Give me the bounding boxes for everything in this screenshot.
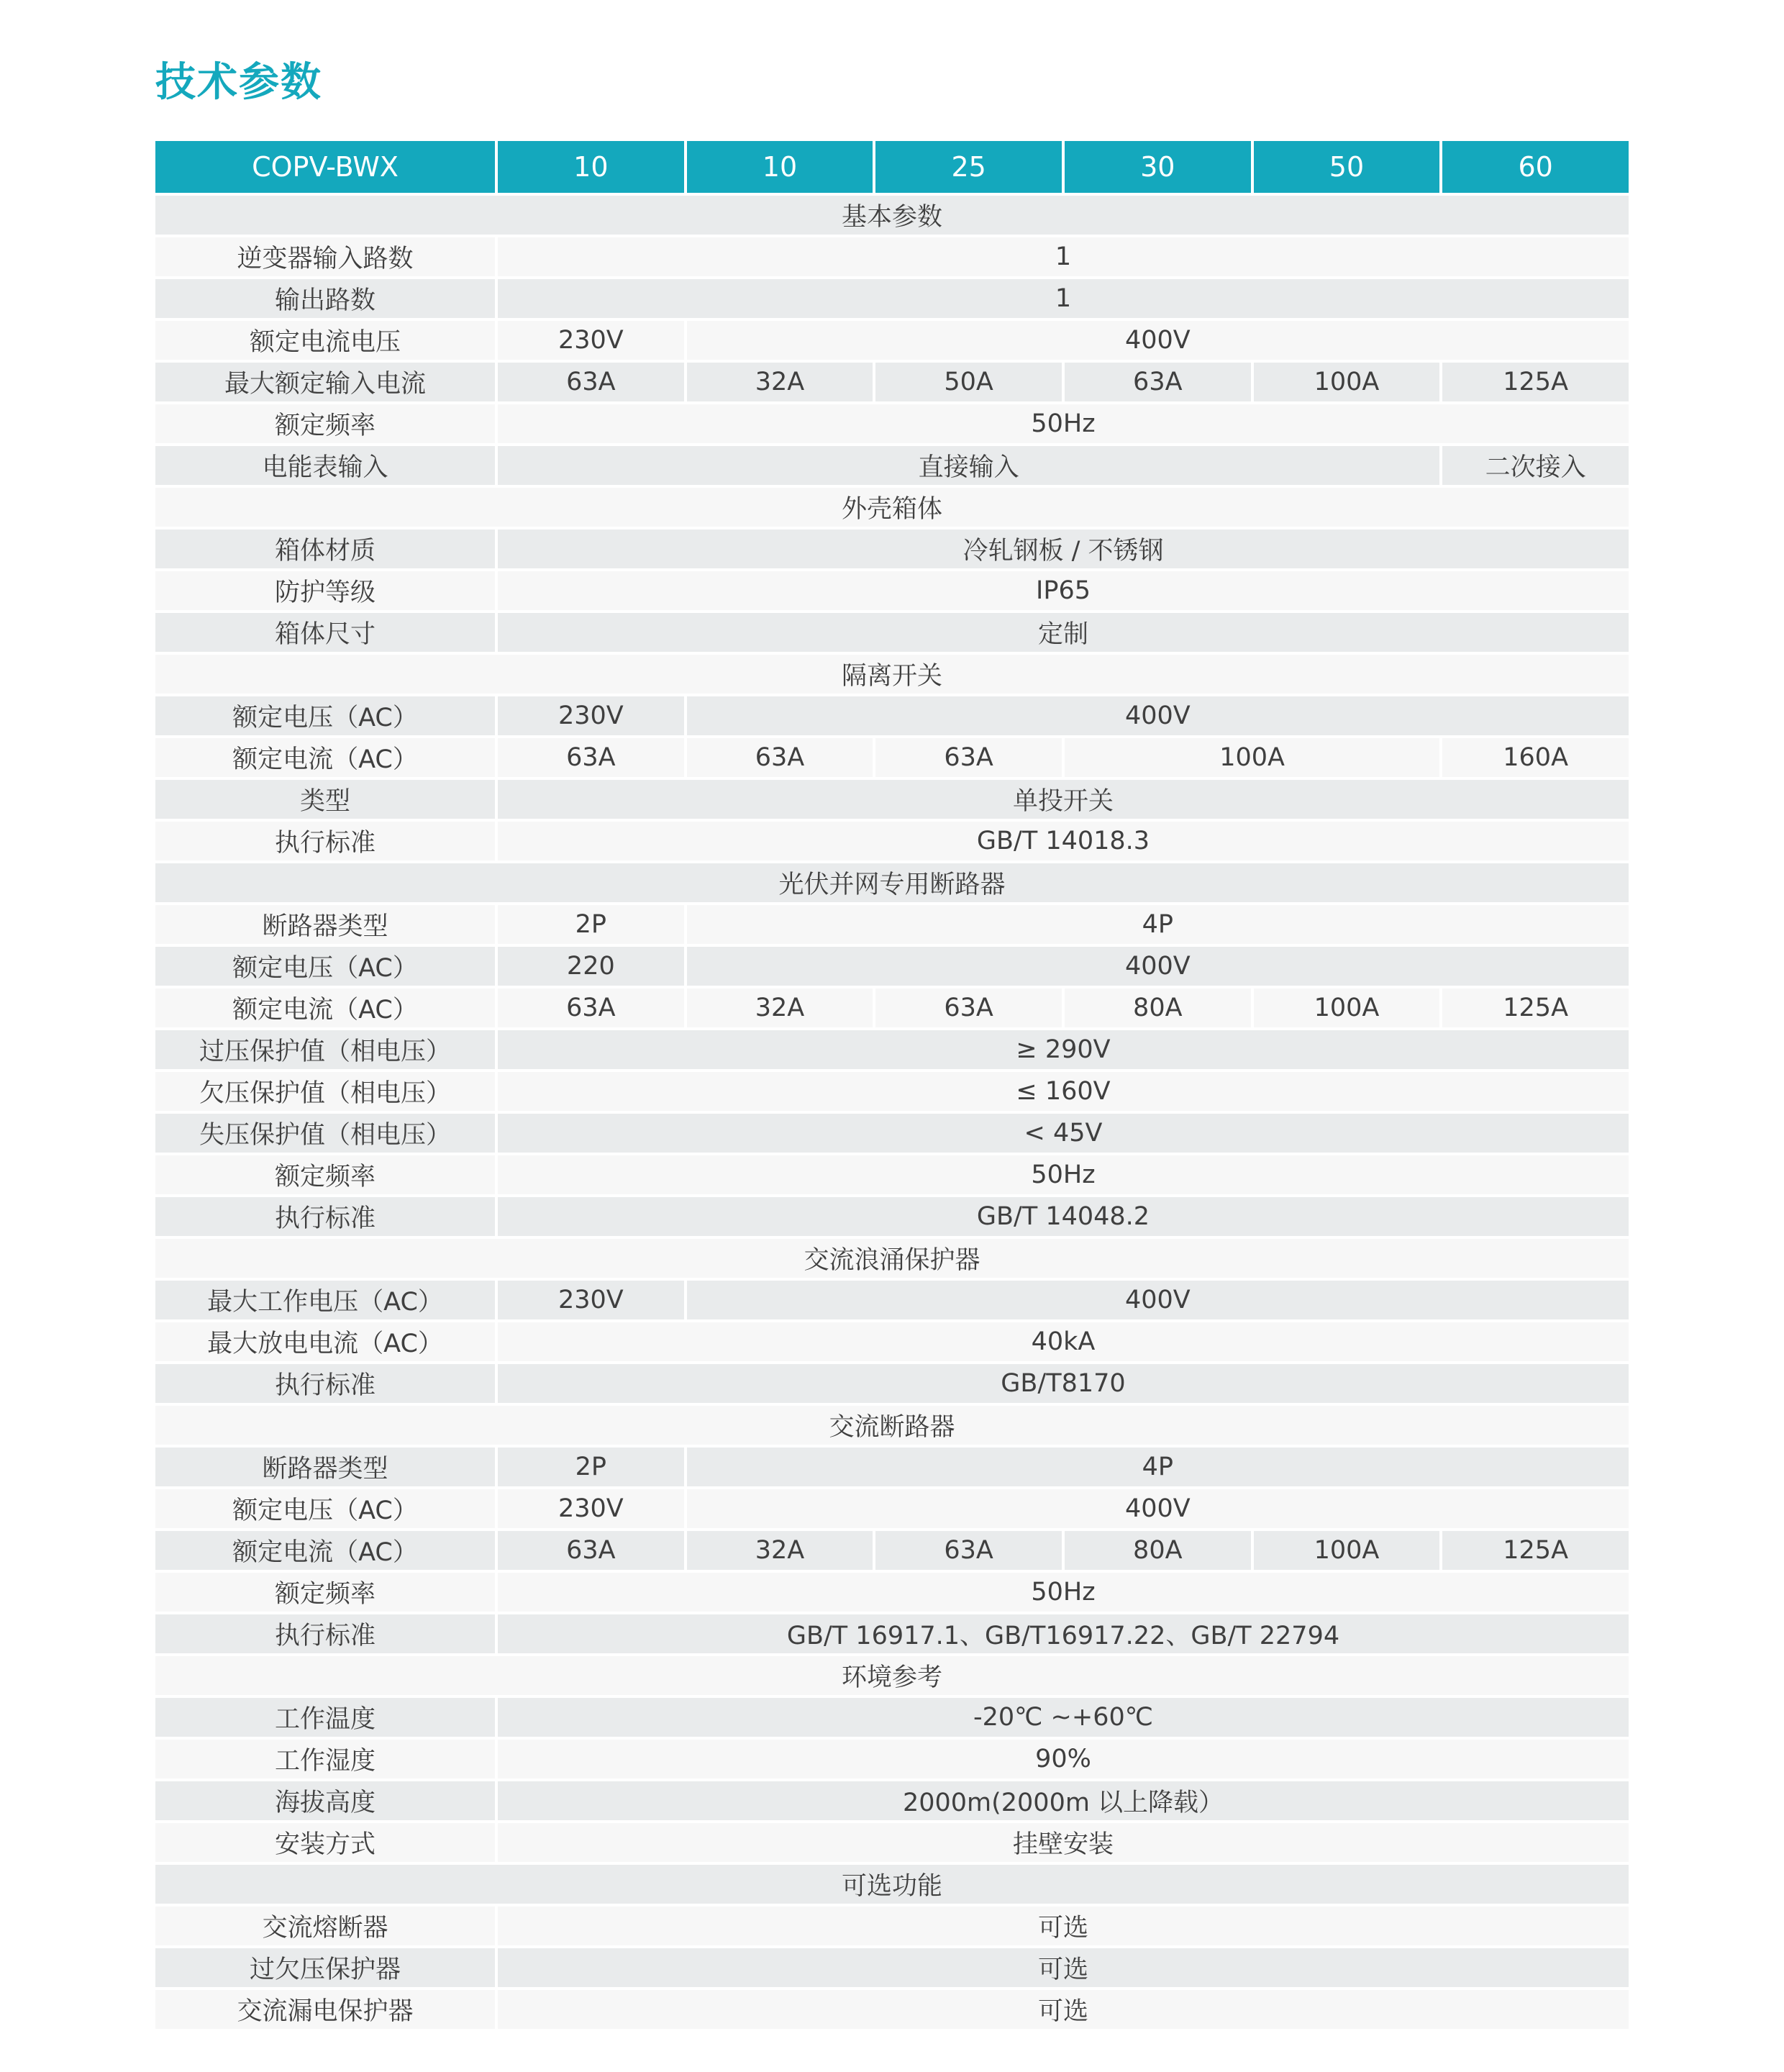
- table-row: [155, 571, 1629, 613]
- section-row: [155, 488, 1629, 530]
- section-row: [155, 196, 1629, 237]
- table-row: [155, 1990, 1629, 2032]
- value-cell: 定制: [495, 613, 1629, 655]
- header-col: 10: [495, 141, 684, 196]
- row-label: 工作温度: [155, 1698, 495, 1740]
- value-cell: 1: [495, 279, 1629, 321]
- value-cell: ≤ 160V: [495, 1072, 1629, 1114]
- value-cell: 单投开关: [495, 780, 1629, 822]
- header-model: COPV-BWX: [155, 141, 495, 196]
- row-label: 执行标准: [155, 822, 495, 863]
- value-cell: 2000m(2000m 以上降载）: [495, 1781, 1629, 1823]
- row-label: 防护等级: [155, 571, 495, 613]
- value-cell: 50A: [873, 363, 1062, 404]
- value-cell: -20℃ ~+60℃: [495, 1698, 1629, 1740]
- value-cell: 100A: [1251, 1531, 1440, 1573]
- table-row: [155, 1614, 1629, 1656]
- value-cell: GB/T8170: [495, 1364, 1629, 1406]
- value-cell: 400V: [684, 321, 1629, 363]
- table-row: [155, 780, 1629, 822]
- row-label: 执行标准: [155, 1364, 495, 1406]
- table-row: [155, 1030, 1629, 1072]
- value-cell: 63A: [873, 989, 1062, 1030]
- value-cell: 63A: [1062, 363, 1251, 404]
- section-title: 可选功能: [155, 1865, 1629, 1907]
- value-cell: 直接输入: [495, 446, 1439, 488]
- row-label: 输出路数: [155, 279, 495, 321]
- value-cell: 可选: [495, 1990, 1629, 2032]
- section-title: 光伏并网专用断路器: [155, 863, 1629, 905]
- value-cell: 400V: [684, 1281, 1629, 1322]
- table-row: [155, 530, 1629, 571]
- value-cell: 63A: [495, 363, 684, 404]
- value-cell: 1: [495, 237, 1629, 279]
- table-row: [155, 1155, 1629, 1197]
- table-row: [155, 1573, 1629, 1614]
- row-label: 过欠压保护器: [155, 1948, 495, 1990]
- row-label: 最大放电电流（AC）: [155, 1322, 495, 1364]
- value-cell: 80A: [1062, 1531, 1251, 1573]
- section-row: [155, 1239, 1629, 1281]
- table-row: [155, 1698, 1629, 1740]
- section-title: 环境参考: [155, 1656, 1629, 1698]
- section-title: 隔离开关: [155, 655, 1629, 696]
- section-row: [155, 863, 1629, 905]
- table-row: [155, 1322, 1629, 1364]
- value-cell: 230V: [495, 1489, 684, 1531]
- value-cell: 125A: [1439, 989, 1629, 1030]
- table-row: [155, 1740, 1629, 1781]
- table-row: [155, 738, 1629, 780]
- table-row: [155, 1448, 1629, 1489]
- section-title: 交流浪涌保护器: [155, 1239, 1629, 1281]
- row-label: 安装方式: [155, 1823, 495, 1865]
- table-row: [155, 613, 1629, 655]
- value-cell: 4P: [684, 1448, 1629, 1489]
- table-row: [155, 1281, 1629, 1322]
- value-cell: 32A: [684, 989, 873, 1030]
- row-label: 欠压保护值（相电压）: [155, 1072, 495, 1114]
- table-row: [155, 1781, 1629, 1823]
- value-cell: 63A: [495, 989, 684, 1030]
- value-cell: 230V: [495, 321, 684, 363]
- value-cell: ≥ 290V: [495, 1030, 1629, 1072]
- row-label: 额定电流（AC）: [155, 738, 495, 780]
- value-cell: 63A: [873, 1531, 1062, 1573]
- row-label: 电能表输入: [155, 446, 495, 488]
- table-row: [155, 905, 1629, 947]
- table-row: [155, 1364, 1629, 1406]
- value-cell: 63A: [684, 738, 873, 780]
- value-cell: 125A: [1439, 1531, 1629, 1573]
- value-cell: 80A: [1062, 989, 1251, 1030]
- value-cell: 挂壁安装: [495, 1823, 1629, 1865]
- table-row: [155, 947, 1629, 989]
- value-cell: GB/T 14018.3: [495, 822, 1629, 863]
- table-header-row: [155, 141, 1629, 196]
- row-label: 额定电流电压: [155, 321, 495, 363]
- row-label: 额定频率: [155, 1573, 495, 1614]
- table-row: [155, 404, 1629, 446]
- value-cell: 二次接入: [1439, 446, 1629, 488]
- value-cell: 220: [495, 947, 684, 989]
- table-body: [155, 196, 1629, 2032]
- table-row: [155, 1072, 1629, 1114]
- row-label: 失压保护值（相电压）: [155, 1114, 495, 1155]
- row-label: 额定电流（AC）: [155, 989, 495, 1030]
- value-cell: 63A: [495, 738, 684, 780]
- table-row: [155, 1489, 1629, 1531]
- spec-table: [155, 141, 1629, 2032]
- value-cell: 50Hz: [495, 1573, 1629, 1614]
- section-row: [155, 655, 1629, 696]
- row-label: 额定频率: [155, 1155, 495, 1197]
- row-label: 断路器类型: [155, 1448, 495, 1489]
- page-title: 技术参数: [155, 59, 322, 106]
- row-label: 最大额定输入电流: [155, 363, 495, 404]
- value-cell: 4P: [684, 905, 1629, 947]
- row-label: 箱体材质: [155, 530, 495, 571]
- value-cell: 32A: [684, 1531, 873, 1573]
- section-row: [155, 1865, 1629, 1907]
- section-title: 交流断路器: [155, 1406, 1629, 1448]
- row-label: 额定电压（AC）: [155, 1489, 495, 1531]
- value-cell: 230V: [495, 1281, 684, 1322]
- table-row: [155, 237, 1629, 279]
- value-cell: GB/T 14048.2: [495, 1197, 1629, 1239]
- value-cell: < 45V: [495, 1114, 1629, 1155]
- table-row: [155, 446, 1629, 488]
- table-row: [155, 1823, 1629, 1865]
- row-label: 工作湿度: [155, 1740, 495, 1781]
- value-cell: 40kA: [495, 1322, 1629, 1364]
- value-cell: 63A: [495, 1531, 684, 1573]
- table-row: [155, 1948, 1629, 1990]
- row-label: 执行标准: [155, 1197, 495, 1239]
- header-col: 30: [1062, 141, 1251, 196]
- section-row: [155, 1406, 1629, 1448]
- value-cell: 冷轧钢板 / 不锈钢: [495, 530, 1629, 571]
- value-cell: 32A: [684, 363, 873, 404]
- value-cell: 可选: [495, 1907, 1629, 1948]
- table-row: [155, 989, 1629, 1030]
- table-row: [155, 279, 1629, 321]
- value-cell: IP65: [495, 571, 1629, 613]
- value-cell: 2P: [495, 1448, 684, 1489]
- table-row: [155, 1531, 1629, 1573]
- row-label: 类型: [155, 780, 495, 822]
- table-row: [155, 1197, 1629, 1239]
- row-label: 交流漏电保护器: [155, 1990, 495, 2032]
- value-cell: 100A: [1251, 363, 1440, 404]
- table-row: [155, 696, 1629, 738]
- value-cell: 50Hz: [495, 404, 1629, 446]
- value-cell: 400V: [684, 696, 1629, 738]
- table-row: [155, 1907, 1629, 1948]
- value-cell: 2P: [495, 905, 684, 947]
- section-row: [155, 1656, 1629, 1698]
- row-label: 交流熔断器: [155, 1907, 495, 1948]
- value-cell: 230V: [495, 696, 684, 738]
- value-cell: 可选: [495, 1948, 1629, 1990]
- row-label: 逆变器输入路数: [155, 237, 495, 279]
- header-col: 10: [684, 141, 873, 196]
- value-cell: 125A: [1439, 363, 1629, 404]
- row-label: 海拔高度: [155, 1781, 495, 1823]
- value-cell: GB/T 16917.1、GB/T16917.22、GB/T 22794: [495, 1614, 1629, 1656]
- table-row: [155, 363, 1629, 404]
- value-cell: 90%: [495, 1740, 1629, 1781]
- header-col: 50: [1251, 141, 1440, 196]
- row-label: 额定频率: [155, 404, 495, 446]
- value-cell: 63A: [873, 738, 1062, 780]
- row-label: 额定电流（AC）: [155, 1531, 495, 1573]
- table-row: [155, 1114, 1629, 1155]
- row-label: 最大工作电压（AC）: [155, 1281, 495, 1322]
- header-col: 60: [1439, 141, 1629, 196]
- value-cell: 400V: [684, 947, 1629, 989]
- row-label: 箱体尺寸: [155, 613, 495, 655]
- section-title: 外壳箱体: [155, 488, 1629, 530]
- row-label: 额定电压（AC）: [155, 696, 495, 738]
- table-row: [155, 321, 1629, 363]
- section-title: 基本参数: [155, 196, 1629, 237]
- row-label: 额定电压（AC）: [155, 947, 495, 989]
- row-label: 执行标准: [155, 1614, 495, 1656]
- value-cell: 100A: [1251, 989, 1440, 1030]
- row-label: 过压保护值（相电压）: [155, 1030, 495, 1072]
- table-row: [155, 822, 1629, 863]
- value-cell: 400V: [684, 1489, 1629, 1531]
- row-label: 断路器类型: [155, 905, 495, 947]
- value-cell: 160A: [1439, 738, 1629, 780]
- header-col: 25: [873, 141, 1062, 196]
- value-cell: 50Hz: [495, 1155, 1629, 1197]
- value-cell: 100A: [1062, 738, 1439, 780]
